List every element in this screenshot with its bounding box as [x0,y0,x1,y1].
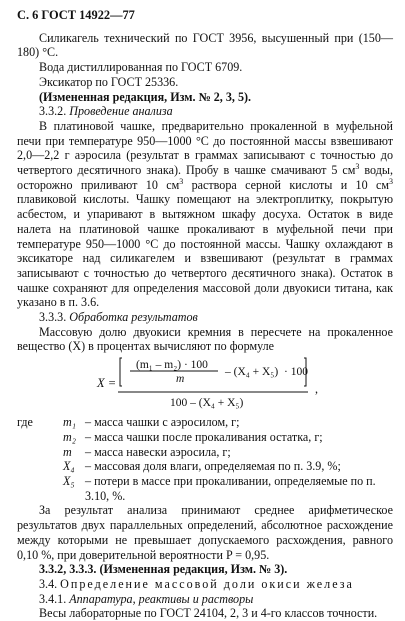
text-run: плавиковой кислоты. Чашку помещают на электроплитку, покрытую асбестом, и упаривают в вытяжном шкафу досуха. Остаток в виде налета на платиновой чашке прокаливают в муфельной печи при температуре 950—1000 °С до постоянной массы. Чашку охлаждают в эксикаторе над силикагелем и взвешивают (результат в граммах записывают с точностью до четвертого десятичного знака). Остаток в чашке сохраняют для определения массовой доли двуокиси титана, как указано в п. 3.6. [17,192,393,310]
definition-text: – потери в массе при прокаливании, определяемые по п. 3.10, %. [85,473,376,503]
definition-lead [17,459,63,474]
formula-comma: , [315,382,319,397]
definition-text: – массовая доля влаги, определяемая по п. 3.9, %; [85,459,341,474]
section-3-4-1-heading [17,592,393,607]
text-run: раствора серной кислоты и 10 см [183,177,389,192]
formula-inner-numerator: (m₁ – m₂) · 100 [136,359,208,372]
definition-lead [17,445,63,460]
formula-denominator: 100 – (X₄ + X₅) [170,397,244,410]
definition-symbol: m₂ [63,429,76,444]
definition-item [17,415,393,430]
formula-minus-term: – (X₄ + X₅) [225,366,279,379]
section-title: Аппаратура, реактивы и растворы [69,591,254,606]
paragraph-desiccator: Эксикатор по ГОСТ 25336. [39,74,179,89]
definition-lead [17,430,63,445]
definitions-list [17,415,393,503]
formula-multiplier: · 100 [284,366,308,379]
formula [17,356,393,412]
definition-item [17,430,393,445]
definition-text: – масса чашки после прокаливания остатка, г; [85,429,323,444]
formula-fraction [118,356,308,412]
definition-lead [17,474,63,503]
section-3-3-2-heading [17,104,393,119]
superscript: 3 [355,162,360,171]
definition-symbol: m [63,444,72,459]
paragraph-silica-gel: Силикагель технический по ГОСТ 3956, высушенный при (150—180) °С. [17,30,393,60]
section-number: 3.4.1. [39,591,67,606]
section-3-3-3-text: Массовую долю двуокиси кремния в пересчете на прокаленное вещество (X) в процентах вычисляют по формуле [17,324,393,354]
superscript: 3 [179,176,184,186]
definition-item [17,459,393,474]
result-paragraph: За результат анализа принимают среднее арифметическое результатов двух параллельных определений, абсолютное расхождение между которыми не превышает допускаемого расхождения, равного 0,10 %, при доверительной вероятности P = 0,95. [17,503,393,562]
definition-symbol: X₄ [63,459,75,474]
definition-text: – масса навески аэросила, г; [85,444,231,459]
superscript: 3 [389,176,393,186]
section-title: Проведение анализа [69,104,173,119]
text-run: воды, осторожно приливают 10 см [17,163,393,192]
section-3-4-heading [17,577,393,592]
definition-item [17,474,393,503]
section-3-3-3-heading [17,310,393,325]
revision-note-2: 3.3.2, 3.3.3. (Измененная редакция, Изм. № 3). [39,562,288,577]
text-run: В платиновой чашке, предварительно прокаленной в муфельной печи при температуре 950—1000 °С до постоянной массы взвешивают 2,0—2,2 г аэросила (результат в граммах записывают с точностью до четвертого десятичного знака). Пробу в чашке смачивают 5 см [17,118,393,178]
paragraph-water: Вода дистиллированная по ГОСТ 6709. [39,60,243,75]
section-title: Обработка результатов [69,310,198,325]
formula-lhs: X = [97,376,117,391]
definition-item [17,445,393,460]
section-number: 3.3.2. [39,104,67,119]
section-title: Определение массовой доли окиси железа [60,576,354,591]
definition-lead: где [17,415,33,430]
definition-text: – масса чашки с аэросилом, г; [85,415,240,430]
section-3-3-2-text [17,119,393,310]
definition-symbol: m₁ [63,415,76,430]
section-number: 3.4. [39,576,58,591]
paragraph-scales: Весы лабораторные по ГОСТ 24104, 2, 3 и 4-го классов точности. [39,606,378,621]
section-number: 3.3.3. [39,310,67,325]
page-header: С. 6 ГОСТ 14922—77 [17,8,135,22]
revision-note: (Измененная редакция, Изм. № 2, 3, 5). [39,89,252,104]
definition-symbol: X₅ [63,473,75,488]
formula-inner-denominator: m [176,373,185,386]
